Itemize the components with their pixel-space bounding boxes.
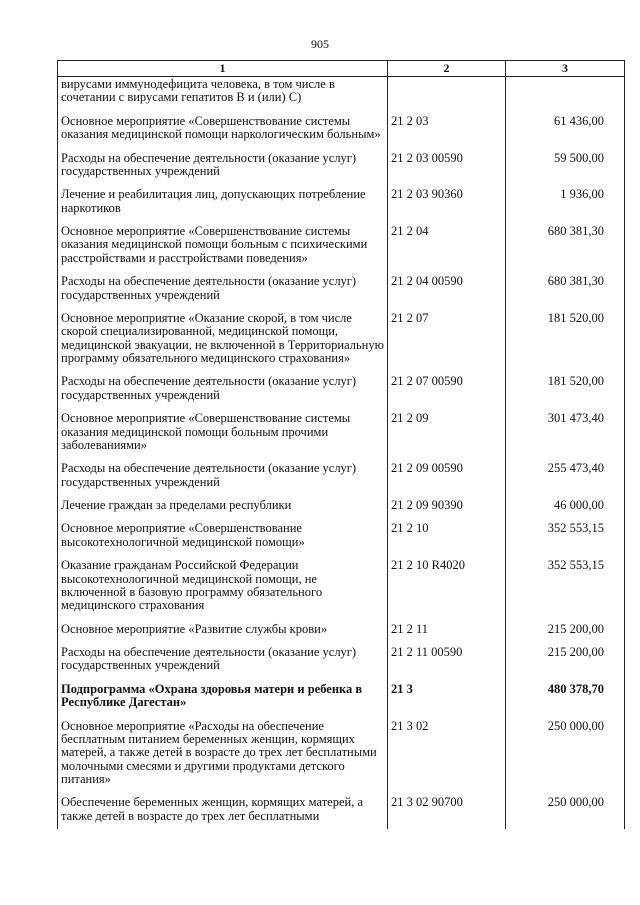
row-amount-cell: 301 473,40: [506, 408, 625, 458]
budget-table: [57, 60, 625, 829]
row-code-cell: 21 2 03 90360: [388, 184, 506, 221]
row-code-cell: 21 3 02: [388, 716, 506, 793]
row-name-cell: Обеспечение беременных женщин, кормящих матерей, а также детей в возрасте до трех лет бесплатными: [58, 792, 388, 829]
table-row: [58, 271, 625, 308]
table-row: [58, 111, 625, 148]
row-amount-cell: 250 000,00: [506, 716, 625, 793]
row-amount-cell: 181 520,00: [506, 308, 625, 372]
row-amount-cell: 61 436,00: [506, 111, 625, 148]
row-amount-cell: 352 553,15: [506, 555, 625, 619]
row-amount-cell: [506, 77, 625, 111]
row-code-cell: 21 2 09: [388, 408, 506, 458]
row-amount-cell: 181 520,00: [506, 371, 625, 408]
row-code-cell: 21 2 09 00590: [388, 458, 506, 495]
row-amount-cell: 352 553,15: [506, 518, 625, 555]
column-header-3: 3: [506, 61, 625, 77]
row-code-cell: 21 2 09 90390: [388, 495, 506, 518]
row-name-cell: Расходы на обеспечение деятельности (оказание услуг) государственных учреждений: [58, 371, 388, 408]
row-code-cell: 21 2 07: [388, 308, 506, 372]
row-code-cell: 21 3 02 90700: [388, 792, 506, 829]
row-amount-cell: 215 200,00: [506, 642, 625, 679]
row-code-cell: 21 2 04: [388, 221, 506, 271]
row-code-cell: 21 2 11 00590: [388, 642, 506, 679]
row-code-cell: 21 2 03 00590: [388, 148, 506, 185]
row-name-cell: Оказание гражданам Российской Федерации высокотехнологичной медицинской помощи, не включенной в базовую программу обязательного медицинского страхования: [58, 555, 388, 619]
row-code-cell: 21 2 04 00590: [388, 271, 506, 308]
row-name-cell: Основное мероприятие «Оказание скорой, в том числе скорой специализированной, медицинской помощи, медицинской эвакуации, не включенной в Территориальную программу обязательного медицинского страхования»: [58, 308, 388, 372]
row-name-cell: Расходы на обеспечение деятельности (оказание услуг) государственных учреждений: [58, 148, 388, 185]
table-row: [58, 308, 625, 372]
row-amount-cell: 680 381,30: [506, 271, 625, 308]
row-name-cell: Лечение граждан за пределами республики: [58, 495, 388, 518]
row-name-cell: Основное мероприятие «Развитие службы крови»: [58, 619, 388, 642]
table-row: [58, 221, 625, 271]
row-name-cell: Расходы на обеспечение деятельности (оказание услуг) государственных учреждений: [58, 458, 388, 495]
row-code-cell: 21 2 07 00590: [388, 371, 506, 408]
row-amount-cell: 1 936,00: [506, 184, 625, 221]
row-name-cell: Подпрограмма «Охрана здоровья матери и ребенка в Республике Дагестан»: [58, 679, 388, 716]
row-name-cell: Основное мероприятие «Совершенствование системы оказания медицинской помощи наркологическим больным»: [58, 111, 388, 148]
row-name-cell: Основное мероприятие «Совершенствование системы оказания медицинской помощи больным прочими заболеваниями»: [58, 408, 388, 458]
row-amount-cell: 480 378,70: [506, 679, 625, 716]
row-amount-cell: 255 473,40: [506, 458, 625, 495]
column-header-1: 1: [58, 61, 388, 77]
table-row: [58, 679, 625, 716]
page-number: 905: [311, 37, 329, 51]
row-amount-cell: 680 381,30: [506, 221, 625, 271]
table-row: [58, 371, 625, 408]
table-row: [58, 642, 625, 679]
row-name-cell: Расходы на обеспечение деятельности (оказание услуг) государственных учреждений: [58, 271, 388, 308]
table-row: [58, 77, 625, 111]
table-row: [58, 458, 625, 495]
column-header-2: 2: [388, 61, 506, 77]
row-amount-cell: 215 200,00: [506, 619, 625, 642]
table-row: [58, 555, 625, 619]
row-amount-cell: 59 500,00: [506, 148, 625, 185]
table-row: [58, 184, 625, 221]
row-name-cell: Основное мероприятие «Совершенствование высокотехнологичной медицинской помощи»: [58, 518, 388, 555]
row-code-cell: 21 2 03: [388, 111, 506, 148]
row-code-cell: 21 2 11: [388, 619, 506, 642]
row-name-cell: Основное мероприятие «Расходы на обеспечение бесплатным питанием беременных женщин, кормящих матерей, а также детей в возрасте до трех лет бесплатными молочными смесями и другими продуктами детского питания»: [58, 716, 388, 793]
row-name-cell: Основное мероприятие «Совершенствование системы оказания медицинской помощи больным с психическими расстройствами и расстройствами поведения»: [58, 221, 388, 271]
table-row: [58, 148, 625, 185]
row-name-cell: Лечение и реабилитация лиц, допускающих потребление наркотиков: [58, 184, 388, 221]
row-code-cell: 21 2 10: [388, 518, 506, 555]
row-code-cell: 21 3: [388, 679, 506, 716]
table-row: [58, 716, 625, 793]
table-row: [58, 518, 625, 555]
row-name-cell: вирусами иммунодефицита человека, в том числе в сочетании с вирусами гепатитов В и (или) С): [58, 77, 388, 111]
table-row: [58, 495, 625, 518]
row-code-cell: 21 2 10 R4020: [388, 555, 506, 619]
table-body: [58, 77, 625, 830]
row-amount-cell: 46 000,00: [506, 495, 625, 518]
table-header: [58, 61, 625, 77]
table-row: [58, 792, 625, 829]
table-row: [58, 619, 625, 642]
header-row: [58, 61, 625, 77]
row-name-cell: Расходы на обеспечение деятельности (оказание услуг) государственных учреждений: [58, 642, 388, 679]
table-row: [58, 408, 625, 458]
row-amount-cell: 250 000,00: [506, 792, 625, 829]
row-code-cell: [388, 77, 506, 111]
